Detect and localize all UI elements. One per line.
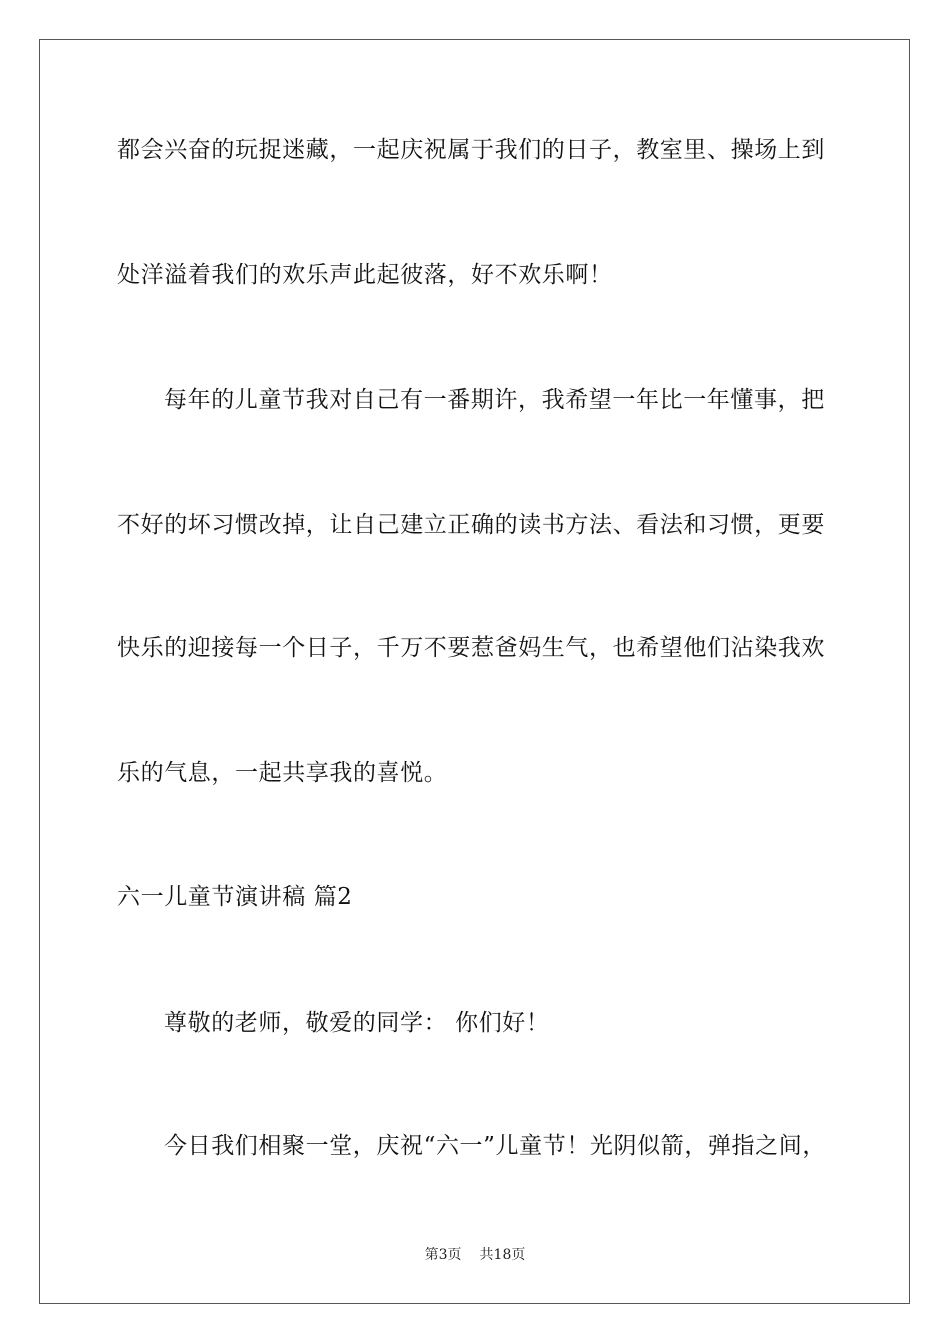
section-heading: 六一儿童节演讲稿 篇2	[117, 884, 353, 910]
paragraph-start-line: 每年的儿童节我对自己有一番期许，我希望一年比一年懂事，把	[164, 387, 825, 413]
page-total: 共18页	[479, 1247, 526, 1263]
paragraph-start-line: 今日我们相聚一堂，庆祝“六一”儿童节！光阴似箭，弹指之间，	[164, 1133, 826, 1159]
body-line: 快乐的迎接每一个日子，千万不要惹爸妈生气，也希望他们沾染我欢	[117, 635, 825, 661]
page-footer	[0, 1245, 950, 1265]
body-line: 都会兴奋的玩捉迷藏，一起庆祝属于我们的日子，教室里、操场上到	[117, 137, 825, 163]
body-line: 处洋溢着我们的欢乐声此起彼落，好不欢乐啊！	[117, 262, 613, 288]
page-border	[39, 39, 910, 1304]
body-line: 乐的气息，一起共享我的喜悦。	[117, 760, 448, 786]
body-line: 不好的坏习惯改掉，让自己建立正确的读书方法、看法和习惯，更要	[117, 512, 825, 538]
page-number: 第3页	[424, 1247, 462, 1263]
salutation-line: 尊敬的老师，敬爱的同学： 你们好！	[164, 1010, 550, 1036]
